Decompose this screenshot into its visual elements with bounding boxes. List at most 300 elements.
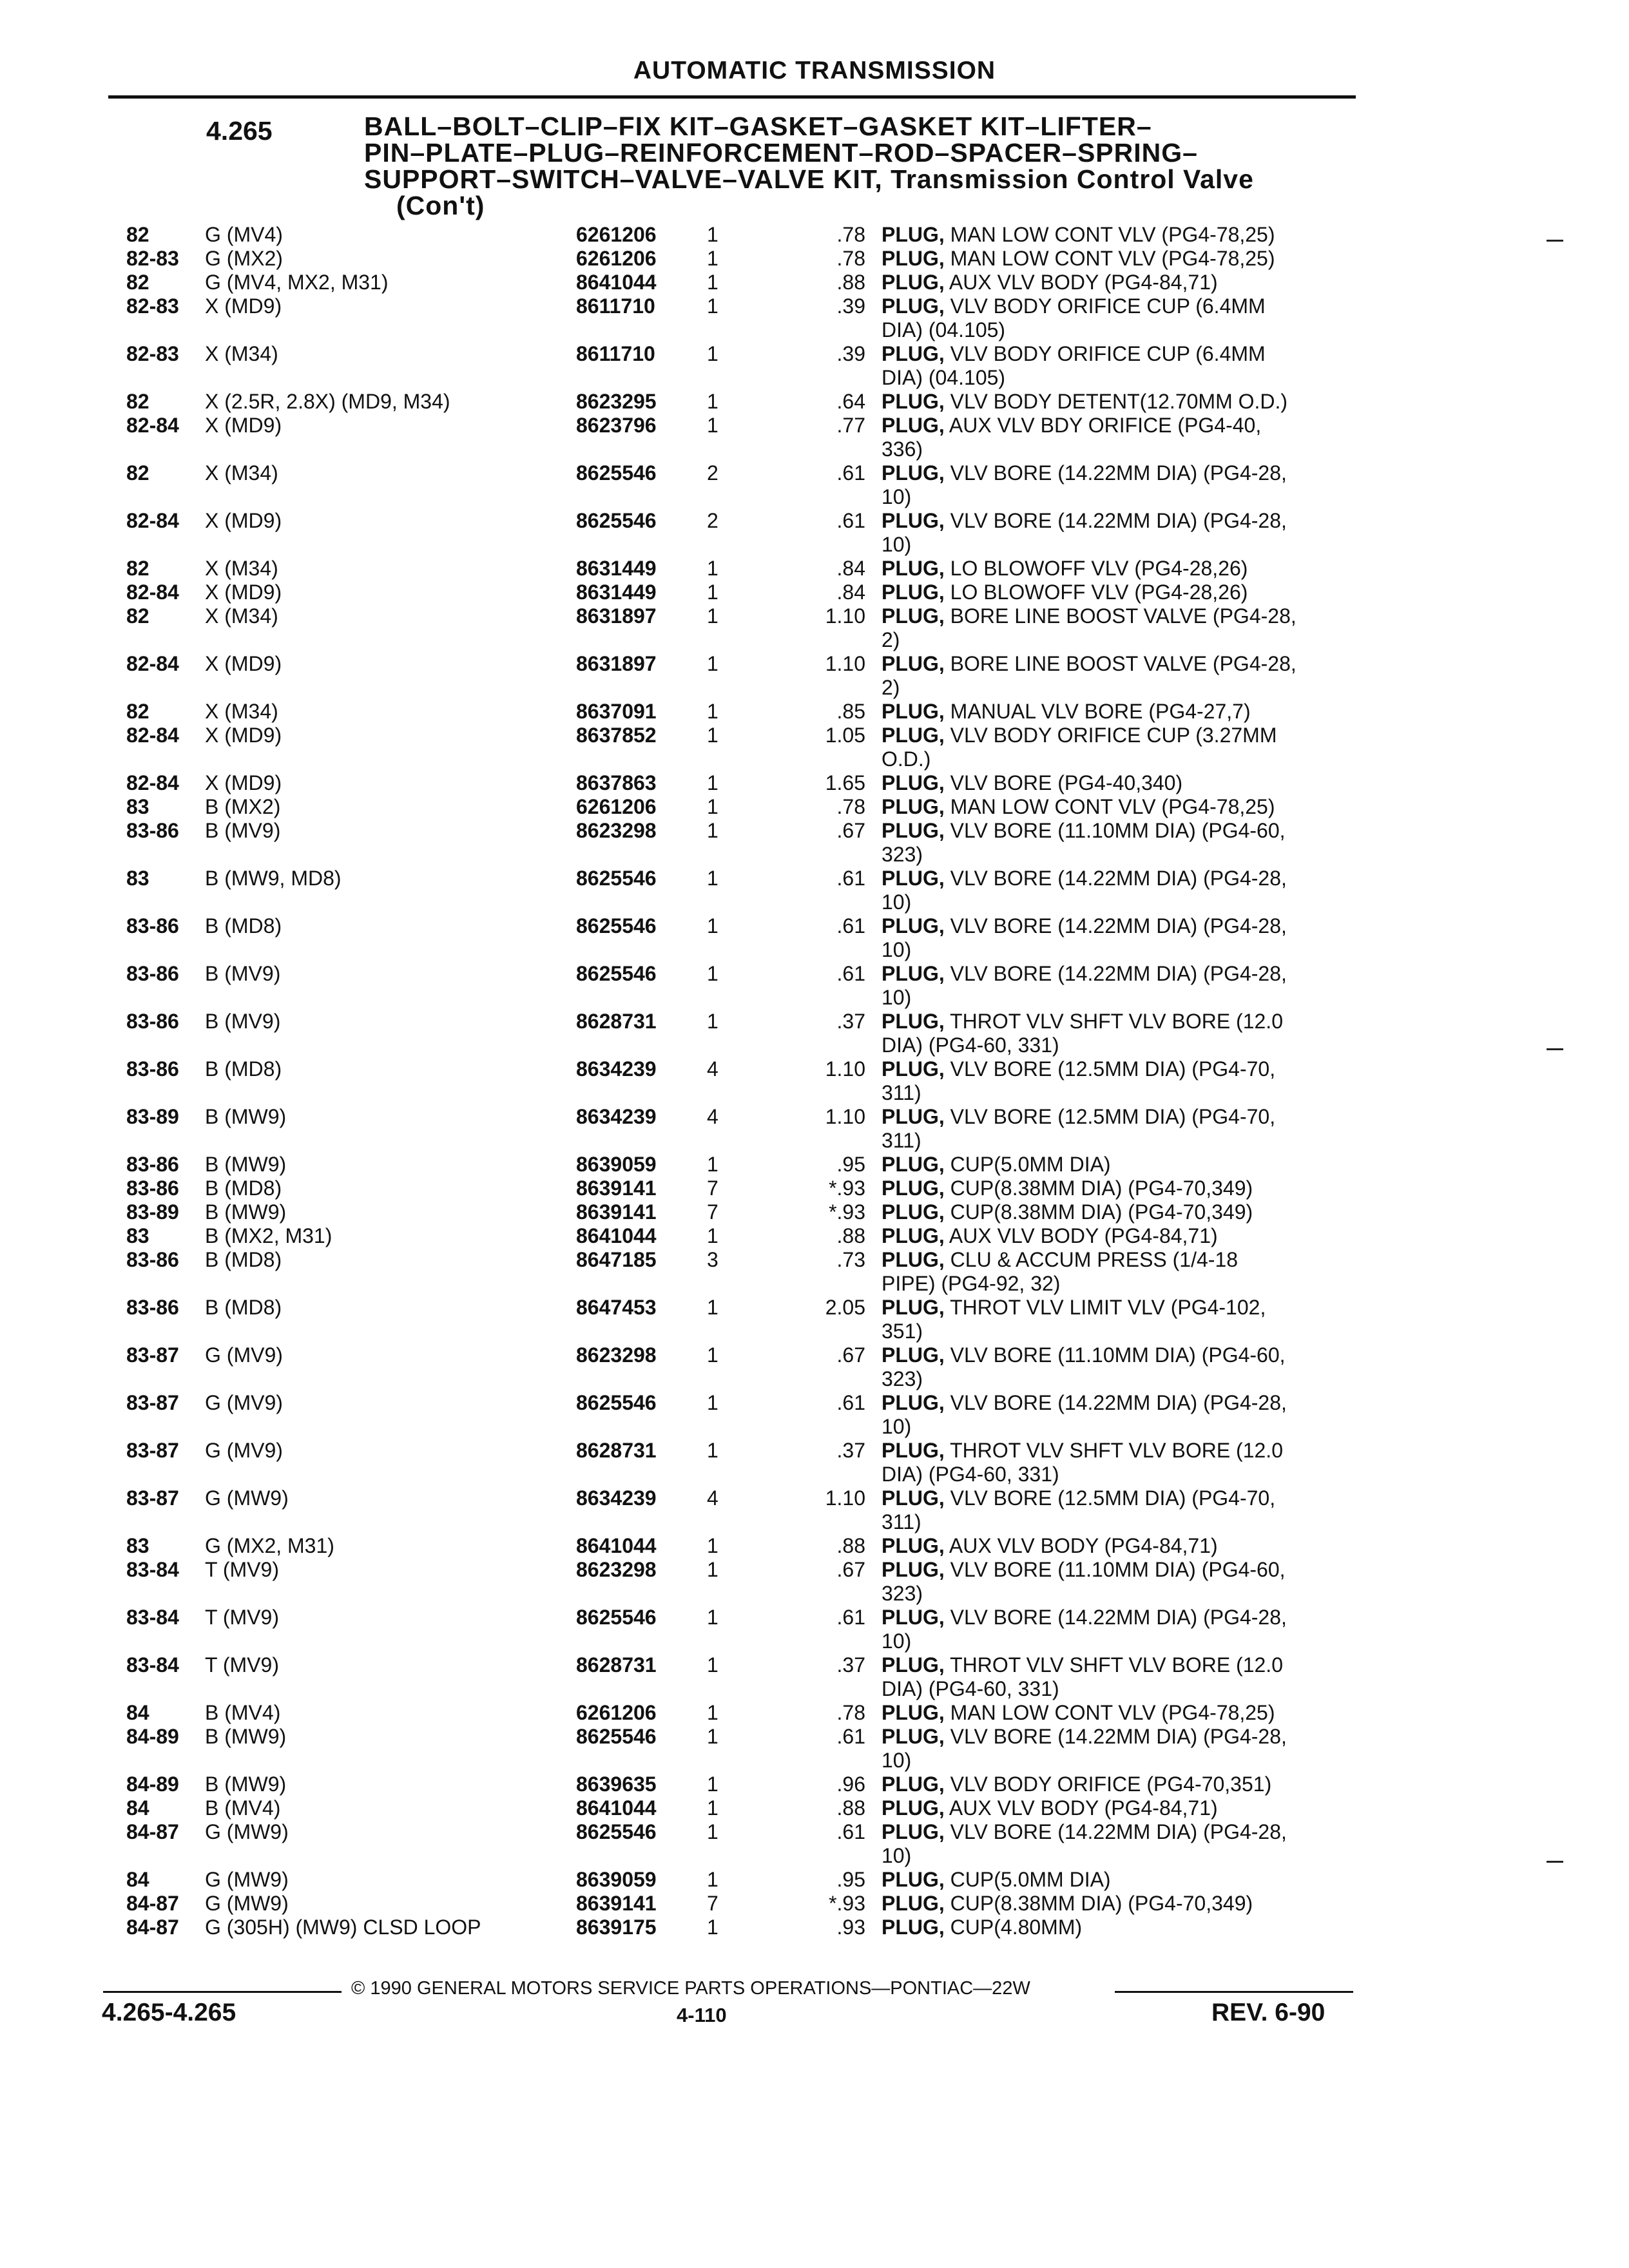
row-year: 83-86 [126, 914, 179, 937]
row-part-number: 8639141 [576, 1200, 657, 1224]
row-model: G (MV9) [205, 1439, 283, 1462]
row-part-number: 8637863 [576, 771, 657, 794]
row-year: 84-89 [126, 1773, 179, 1796]
row-price: .78 [836, 795, 865, 818]
row-description: PLUG, VLV BORE (12.5MM DIA) (PG4-70, 311) [882, 1105, 1276, 1152]
row-year: 83-87 [126, 1343, 179, 1367]
row-year: 83-86 [126, 1153, 179, 1176]
row-year: 82 [126, 557, 149, 580]
row-quantity: 4 [707, 1105, 718, 1128]
row-part-number: 8625546 [576, 867, 657, 890]
table-row [0, 509, 1629, 557]
row-price: .61 [836, 914, 865, 937]
row-part-number: 8647185 [576, 1248, 657, 1271]
table-row [0, 867, 1629, 914]
row-year: 82-84 [126, 414, 179, 437]
margin-tick-mark [1547, 1048, 1563, 1050]
row-model: B (MV9) [205, 1010, 281, 1033]
section-number: 4.265 [206, 116, 273, 146]
table-row [0, 1391, 1629, 1439]
row-price: .93 [836, 1916, 865, 1939]
row-part-number: 6261206 [576, 795, 657, 818]
row-price: .96 [836, 1773, 865, 1796]
row-description: PLUG, VLV BODY ORIFICE (PG4-70,351) [882, 1773, 1272, 1796]
table-row [0, 914, 1629, 962]
row-part-number: 8623298 [576, 819, 657, 842]
row-quantity: 4 [707, 1486, 718, 1510]
header-rule [108, 95, 1356, 99]
table-row [0, 1701, 1629, 1725]
table-row [0, 1153, 1629, 1177]
row-quantity: 1 [707, 652, 718, 675]
row-price: .61 [836, 1725, 865, 1748]
row-quantity: 7 [707, 1200, 718, 1224]
row-year: 83-86 [126, 1010, 179, 1033]
table-row [0, 1868, 1629, 1892]
table-row [0, 581, 1629, 604]
table-row [0, 1773, 1629, 1796]
row-part-number: 8637091 [576, 700, 657, 723]
row-price: .67 [836, 1558, 865, 1581]
row-quantity: 1 [707, 1010, 718, 1033]
row-model: B (MW9) [205, 1105, 287, 1128]
table-row [0, 342, 1629, 390]
row-model: T (MV9) [205, 1606, 279, 1629]
row-year: 83-87 [126, 1391, 179, 1414]
footer-page-number: 4-110 [677, 2004, 727, 2026]
row-year: 82 [126, 390, 149, 413]
row-year: 83-86 [126, 819, 179, 842]
row-price: .95 [836, 1868, 865, 1891]
row-quantity: 2 [707, 461, 718, 485]
table-row [0, 1606, 1629, 1653]
row-year: 82-84 [126, 771, 179, 794]
row-part-number: 8639141 [576, 1892, 657, 1915]
row-model: B (MD8) [205, 1057, 282, 1081]
row-year: 84-87 [126, 1820, 179, 1843]
row-description: PLUG, MANUAL VLV BORE (PG4-27,7) [882, 700, 1251, 723]
row-quantity: 1 [707, 342, 718, 365]
row-quantity: 1 [707, 962, 718, 985]
row-model: B (MW9) [205, 1153, 287, 1176]
row-quantity: 1 [707, 414, 718, 437]
row-part-number: 8631897 [576, 604, 657, 628]
row-price: .61 [836, 1391, 865, 1414]
row-model: B (MX2) [205, 795, 281, 818]
row-price: .88 [836, 1224, 865, 1247]
row-part-number: 8647453 [576, 1296, 657, 1319]
row-price: .37 [836, 1010, 865, 1033]
row-model: G (MV9) [205, 1343, 283, 1367]
row-quantity: 1 [707, 581, 718, 604]
section-title-continued: (Con't) [396, 191, 485, 220]
parts-list [0, 223, 1629, 1939]
row-description: PLUG, AUX VLV BODY (PG4-84,71) [882, 1796, 1218, 1820]
row-part-number: 8634239 [576, 1057, 657, 1081]
row-description: PLUG, VLV BORE (14.22MM DIA) (PG4-28, 10) [882, 1391, 1287, 1438]
row-year: 83-86 [126, 1248, 179, 1271]
table-row [0, 247, 1629, 271]
row-model: G (MV4) [205, 223, 283, 246]
row-price: .88 [836, 1796, 865, 1820]
row-year: 82-84 [126, 509, 179, 532]
row-quantity: 3 [707, 1248, 718, 1271]
section-title-line: PIN–PLATE–PLUG–REINFORCEMENT–ROD–SPACER–SPRING– [364, 138, 1198, 168]
row-part-number: 8639141 [576, 1177, 657, 1200]
row-quantity: 1 [707, 1439, 718, 1462]
row-model: X (M34) [205, 461, 278, 485]
row-model: G (MV9) [205, 1391, 283, 1414]
row-year: 84-89 [126, 1725, 179, 1748]
row-model: X (MD9) [205, 652, 282, 675]
row-part-number: 8611710 [576, 294, 655, 318]
row-year: 82-83 [126, 294, 179, 318]
row-description: PLUG, AUX VLV BODY (PG4-84,71) [882, 1534, 1218, 1557]
row-model: G (MW9) [205, 1868, 289, 1891]
row-price: 1.05 [825, 724, 865, 747]
table-row [0, 1486, 1629, 1534]
row-part-number: 8628731 [576, 1010, 657, 1033]
row-quantity: 1 [707, 1773, 718, 1796]
row-description: PLUG, CUP(8.38MM DIA) (PG4-70,349) [882, 1892, 1253, 1915]
table-row [0, 1057, 1629, 1105]
row-year: 84-87 [126, 1892, 179, 1915]
row-price: 1.10 [825, 1057, 865, 1081]
row-year: 83 [126, 1534, 149, 1557]
row-part-number: 8634239 [576, 1486, 657, 1510]
row-price: 1.10 [825, 652, 865, 675]
row-year: 83-89 [126, 1200, 179, 1224]
row-part-number: 8623295 [576, 390, 657, 413]
row-quantity: 1 [707, 1796, 718, 1820]
row-description: PLUG, VLV BODY ORIFICE CUP (6.4MM DIA) (04.105) [882, 342, 1266, 389]
table-row [0, 1916, 1629, 1939]
row-model: B (MD8) [205, 1177, 282, 1200]
row-year: 82 [126, 700, 149, 723]
row-description: PLUG, VLV BODY DETENT(12.70MM O.D.) [882, 390, 1288, 413]
row-description: PLUG, THROT VLV SHFT VLV BORE (12.0 DIA) (PG4-60, 331) [882, 1439, 1283, 1486]
row-description: PLUG, THROT VLV SHFT VLV BORE (12.0 DIA) (PG4-60, 331) [882, 1653, 1283, 1700]
row-price: .78 [836, 1701, 865, 1724]
row-part-number: 8628731 [576, 1439, 657, 1462]
row-price: .37 [836, 1439, 865, 1462]
row-year: 83-86 [126, 1057, 179, 1081]
row-price: 1.10 [825, 1105, 865, 1128]
row-year: 83-84 [126, 1606, 179, 1629]
row-quantity: 1 [707, 1153, 718, 1176]
row-price: .61 [836, 1606, 865, 1629]
row-description: PLUG, LO BLOWOFF VLV (PG4-28,26) [882, 557, 1248, 580]
row-quantity: 1 [707, 294, 718, 318]
row-year: 82-83 [126, 247, 179, 270]
row-description: PLUG, LO BLOWOFF VLV (PG4-28,26) [882, 581, 1248, 604]
table-row [0, 1248, 1629, 1296]
row-quantity: 7 [707, 1177, 718, 1200]
table-row [0, 557, 1629, 581]
row-part-number: 8623796 [576, 414, 657, 437]
table-row [0, 1224, 1629, 1248]
row-model: B (MX2, M31) [205, 1224, 333, 1247]
row-model: B (MD8) [205, 1248, 282, 1271]
row-quantity: 1 [707, 247, 718, 270]
row-year: 83-86 [126, 1296, 179, 1319]
table-row [0, 1558, 1629, 1606]
row-price: .78 [836, 223, 865, 246]
row-part-number: 8641044 [576, 1224, 657, 1247]
table-row [0, 414, 1629, 461]
row-part-number: 8623298 [576, 1558, 657, 1581]
row-part-number: 8611710 [576, 342, 655, 365]
row-description: PLUG, AUX VLV BODY (PG4-84,71) [882, 271, 1218, 294]
table-row [0, 1820, 1629, 1868]
row-quantity: 4 [707, 1057, 718, 1081]
row-year: 82-84 [126, 724, 179, 747]
row-year: 84 [126, 1868, 149, 1891]
row-year: 84 [126, 1796, 149, 1820]
row-description: PLUG, MAN LOW CONT VLV (PG4-78,25) [882, 247, 1275, 270]
row-year: 82-84 [126, 652, 179, 675]
row-price: .85 [836, 700, 865, 723]
row-price: .61 [836, 1820, 865, 1843]
row-part-number: 6261206 [576, 223, 657, 246]
row-quantity: 1 [707, 914, 718, 937]
section-title-line: BALL–BOLT–CLIP–FIX KIT–GASKET–GASKET KIT–LIFTER– [364, 111, 1152, 141]
row-year: 82 [126, 461, 149, 485]
footer-rule-right [1115, 1991, 1353, 1993]
row-description: PLUG, CUP(5.0MM DIA) [882, 1153, 1111, 1176]
row-model: B (MV9) [205, 819, 281, 842]
row-price: .61 [836, 461, 865, 485]
row-part-number: 6261206 [576, 1701, 657, 1724]
row-quantity: 1 [707, 1558, 718, 1581]
row-quantity: 1 [707, 1391, 718, 1414]
row-part-number: 8641044 [576, 1796, 657, 1820]
table-row [0, 652, 1629, 700]
table-row [0, 1892, 1629, 1916]
row-year: 82-84 [126, 581, 179, 604]
row-part-number: 8625546 [576, 1820, 657, 1843]
row-description: PLUG, MAN LOW CONT VLV (PG4-78,25) [882, 1701, 1275, 1724]
row-description: PLUG, VLV BORE (14.22MM DIA) (PG4-28, 10) [882, 1820, 1287, 1867]
row-part-number: 8625546 [576, 1391, 657, 1414]
row-part-number: 8631449 [576, 581, 657, 604]
row-model: X (2.5R, 2.8X) (MD9, M34) [205, 390, 450, 413]
row-description: PLUG, VLV BORE (11.10MM DIA) (PG4-60, 323) [882, 1558, 1286, 1605]
row-part-number: 8625546 [576, 1606, 657, 1629]
table-row [0, 700, 1629, 724]
margin-tick-mark [1547, 240, 1563, 242]
row-quantity: 1 [707, 1606, 718, 1629]
row-quantity: 7 [707, 1892, 718, 1915]
row-part-number: 8634239 [576, 1105, 657, 1128]
row-quantity: 1 [707, 795, 718, 818]
row-description: PLUG, AUX VLV BODY (PG4-84,71) [882, 1224, 1218, 1247]
table-row [0, 771, 1629, 795]
table-row [0, 461, 1629, 509]
row-model: X (M34) [205, 700, 278, 723]
section-title-line: SUPPORT–SWITCH–VALVE–VALVE KIT, Transmission Control Valve [364, 164, 1254, 194]
row-model: B (MV4) [205, 1796, 281, 1820]
row-description: PLUG, MAN LOW CONT VLV (PG4-78,25) [882, 795, 1275, 818]
table-row [0, 294, 1629, 342]
row-model: G (MW9) [205, 1486, 289, 1510]
row-year: 83-86 [126, 962, 179, 985]
table-row [0, 1439, 1629, 1486]
row-part-number: 8639175 [576, 1916, 657, 1939]
row-price: .73 [836, 1248, 865, 1271]
row-part-number: 8625546 [576, 1725, 657, 1748]
row-model: G (MW9) [205, 1892, 289, 1915]
table-row [0, 223, 1629, 247]
row-description: PLUG, VLV BORE (11.10MM DIA) (PG4-60, 323) [882, 819, 1286, 866]
page-header-title: AUTOMATIC TRANSMISSION [633, 57, 996, 84]
row-price: .78 [836, 247, 865, 270]
row-model: X (MD9) [205, 724, 282, 747]
row-description: PLUG, BORE LINE BOOST VALVE (PG4-28, 2) [882, 604, 1296, 651]
table-row [0, 1177, 1629, 1200]
row-quantity: 1 [707, 700, 718, 723]
row-model: G (305H) (MW9) CLSD LOOP [205, 1916, 481, 1939]
row-quantity: 1 [707, 1916, 718, 1939]
row-year: 83-87 [126, 1486, 179, 1510]
row-description: PLUG, VLV BORE (14.22MM DIA) (PG4-28, 10) [882, 867, 1287, 914]
row-quantity: 1 [707, 867, 718, 890]
row-description: PLUG, AUX VLV BDY ORIFICE (PG4-40, 336) [882, 414, 1262, 461]
row-price: .39 [836, 294, 865, 318]
table-row [0, 1105, 1629, 1153]
row-year: 82 [126, 604, 149, 628]
row-part-number: 6261206 [576, 247, 657, 270]
row-description: PLUG, VLV BORE (11.10MM DIA) (PG4-60, 323) [882, 1343, 1286, 1390]
row-quantity: 1 [707, 1868, 718, 1891]
section-title [364, 113, 1369, 219]
table-row [0, 1796, 1629, 1820]
row-year: 82-83 [126, 342, 179, 365]
row-year: 83 [126, 867, 149, 890]
row-price: .64 [836, 390, 865, 413]
row-description: PLUG, THROT VLV SHFT VLV BORE (12.0 DIA) (PG4-60, 331) [882, 1010, 1283, 1057]
row-description: PLUG, VLV BORE (14.22MM DIA) (PG4-28, 10) [882, 1725, 1287, 1772]
table-row [0, 604, 1629, 652]
row-model: X (MD9) [205, 414, 282, 437]
row-description: PLUG, VLV BODY ORIFICE CUP (3.27MM O.D.) [882, 724, 1277, 771]
row-part-number: 8631449 [576, 557, 657, 580]
row-year: 83 [126, 795, 149, 818]
row-description: PLUG, VLV BORE (12.5MM DIA) (PG4-70, 311) [882, 1486, 1276, 1533]
row-model: X (MD9) [205, 294, 282, 318]
row-price: .61 [836, 509, 865, 532]
row-model: B (MV9) [205, 962, 281, 985]
row-model: G (MW9) [205, 1820, 289, 1843]
row-description: PLUG, VLV BORE (PG4-40,340) [882, 771, 1183, 794]
row-year: 84-87 [126, 1916, 179, 1939]
row-model: B (MD8) [205, 914, 282, 937]
row-quantity: 1 [707, 819, 718, 842]
row-quantity: 2 [707, 509, 718, 532]
row-price: .67 [836, 1343, 865, 1367]
row-model: X (MD9) [205, 509, 282, 532]
footer-section-range: 4.265-4.265 [102, 1999, 236, 2026]
row-quantity: 1 [707, 390, 718, 413]
row-description: PLUG, VLV BORE (14.22MM DIA) (PG4-28, 10) [882, 962, 1287, 1009]
row-description: PLUG, CUP(4.80MM) [882, 1916, 1083, 1939]
row-model: G (MX2, M31) [205, 1534, 334, 1557]
table-row [0, 271, 1629, 294]
row-description: PLUG, MAN LOW CONT VLV (PG4-78,25) [882, 223, 1275, 246]
margin-tick-mark [1547, 1861, 1563, 1863]
row-part-number: 8625546 [576, 914, 657, 937]
row-description: PLUG, CLU & ACCUM PRESS (1/4-18 PIPE) (PG4-92, 32) [882, 1248, 1239, 1295]
row-description: PLUG, VLV BORE (14.22MM DIA) (PG4-28, 10) [882, 461, 1287, 508]
row-part-number: 8625546 [576, 509, 657, 532]
row-price: .39 [836, 342, 865, 365]
row-price: .61 [836, 867, 865, 890]
row-price: 2.05 [825, 1296, 865, 1319]
row-model: B (MW9) [205, 1773, 287, 1796]
row-description: PLUG, BORE LINE BOOST VALVE (PG4-28, 2) [882, 652, 1296, 699]
row-price: .67 [836, 819, 865, 842]
row-year: 83 [126, 1224, 149, 1247]
table-row [0, 724, 1629, 771]
row-description: PLUG, CUP(8.38MM DIA) (PG4-70,349) [882, 1177, 1253, 1200]
row-model: X (MD9) [205, 771, 282, 794]
row-price: .88 [836, 271, 865, 294]
row-quantity: 1 [707, 1653, 718, 1677]
row-description: PLUG, VLV BODY ORIFICE CUP (6.4MM DIA) (04.105) [882, 294, 1266, 341]
row-model: G (MX2) [205, 247, 283, 270]
row-quantity: 1 [707, 557, 718, 580]
row-year: 83-84 [126, 1653, 179, 1677]
row-year: 84 [126, 1701, 149, 1724]
row-description: PLUG, VLV BORE (14.22MM DIA) (PG4-28, 10) [882, 914, 1287, 961]
row-part-number: 8641044 [576, 1534, 657, 1557]
row-quantity: 1 [707, 724, 718, 747]
row-description: PLUG, CUP(5.0MM DIA) [882, 1868, 1111, 1891]
row-model: B (MW9) [205, 1200, 287, 1224]
footer-revision: REV. 6-90 [1211, 1999, 1325, 2026]
row-price: .88 [836, 1534, 865, 1557]
row-model: X (M34) [205, 604, 278, 628]
row-quantity: 1 [707, 1534, 718, 1557]
table-row [0, 1653, 1629, 1701]
row-price: .84 [836, 581, 865, 604]
row-model: B (MD8) [205, 1296, 282, 1319]
row-price: 1.65 [825, 771, 865, 794]
row-model: B (MW9, MD8) [205, 867, 342, 890]
footer-copyright: © 1990 GENERAL MOTORS SERVICE PARTS OPERATIONS—PONTIAC—22W [351, 1978, 1030, 1999]
row-quantity: 1 [707, 271, 718, 294]
row-price: 1.10 [825, 1486, 865, 1510]
row-part-number: 8623298 [576, 1343, 657, 1367]
row-description: PLUG, THROT VLV LIMIT VLV (PG4-102, 351) [882, 1296, 1266, 1343]
row-price: .77 [836, 414, 865, 437]
row-description: PLUG, VLV BORE (14.22MM DIA) (PG4-28, 10) [882, 1606, 1287, 1653]
table-row [0, 819, 1629, 867]
row-part-number: 8639059 [576, 1153, 657, 1176]
row-quantity: 1 [707, 1224, 718, 1247]
row-model: X (M34) [205, 342, 278, 365]
row-part-number: 8639059 [576, 1868, 657, 1891]
row-price: .37 [836, 1653, 865, 1677]
row-description: PLUG, VLV BORE (14.22MM DIA) (PG4-28, 10) [882, 509, 1287, 556]
row-part-number: 8625546 [576, 962, 657, 985]
row-quantity: 1 [707, 1701, 718, 1724]
row-price: .84 [836, 557, 865, 580]
row-model: G (MV4, MX2, M31) [205, 271, 389, 294]
row-part-number: 8637852 [576, 724, 657, 747]
table-row [0, 1725, 1629, 1773]
table-row [0, 795, 1629, 819]
